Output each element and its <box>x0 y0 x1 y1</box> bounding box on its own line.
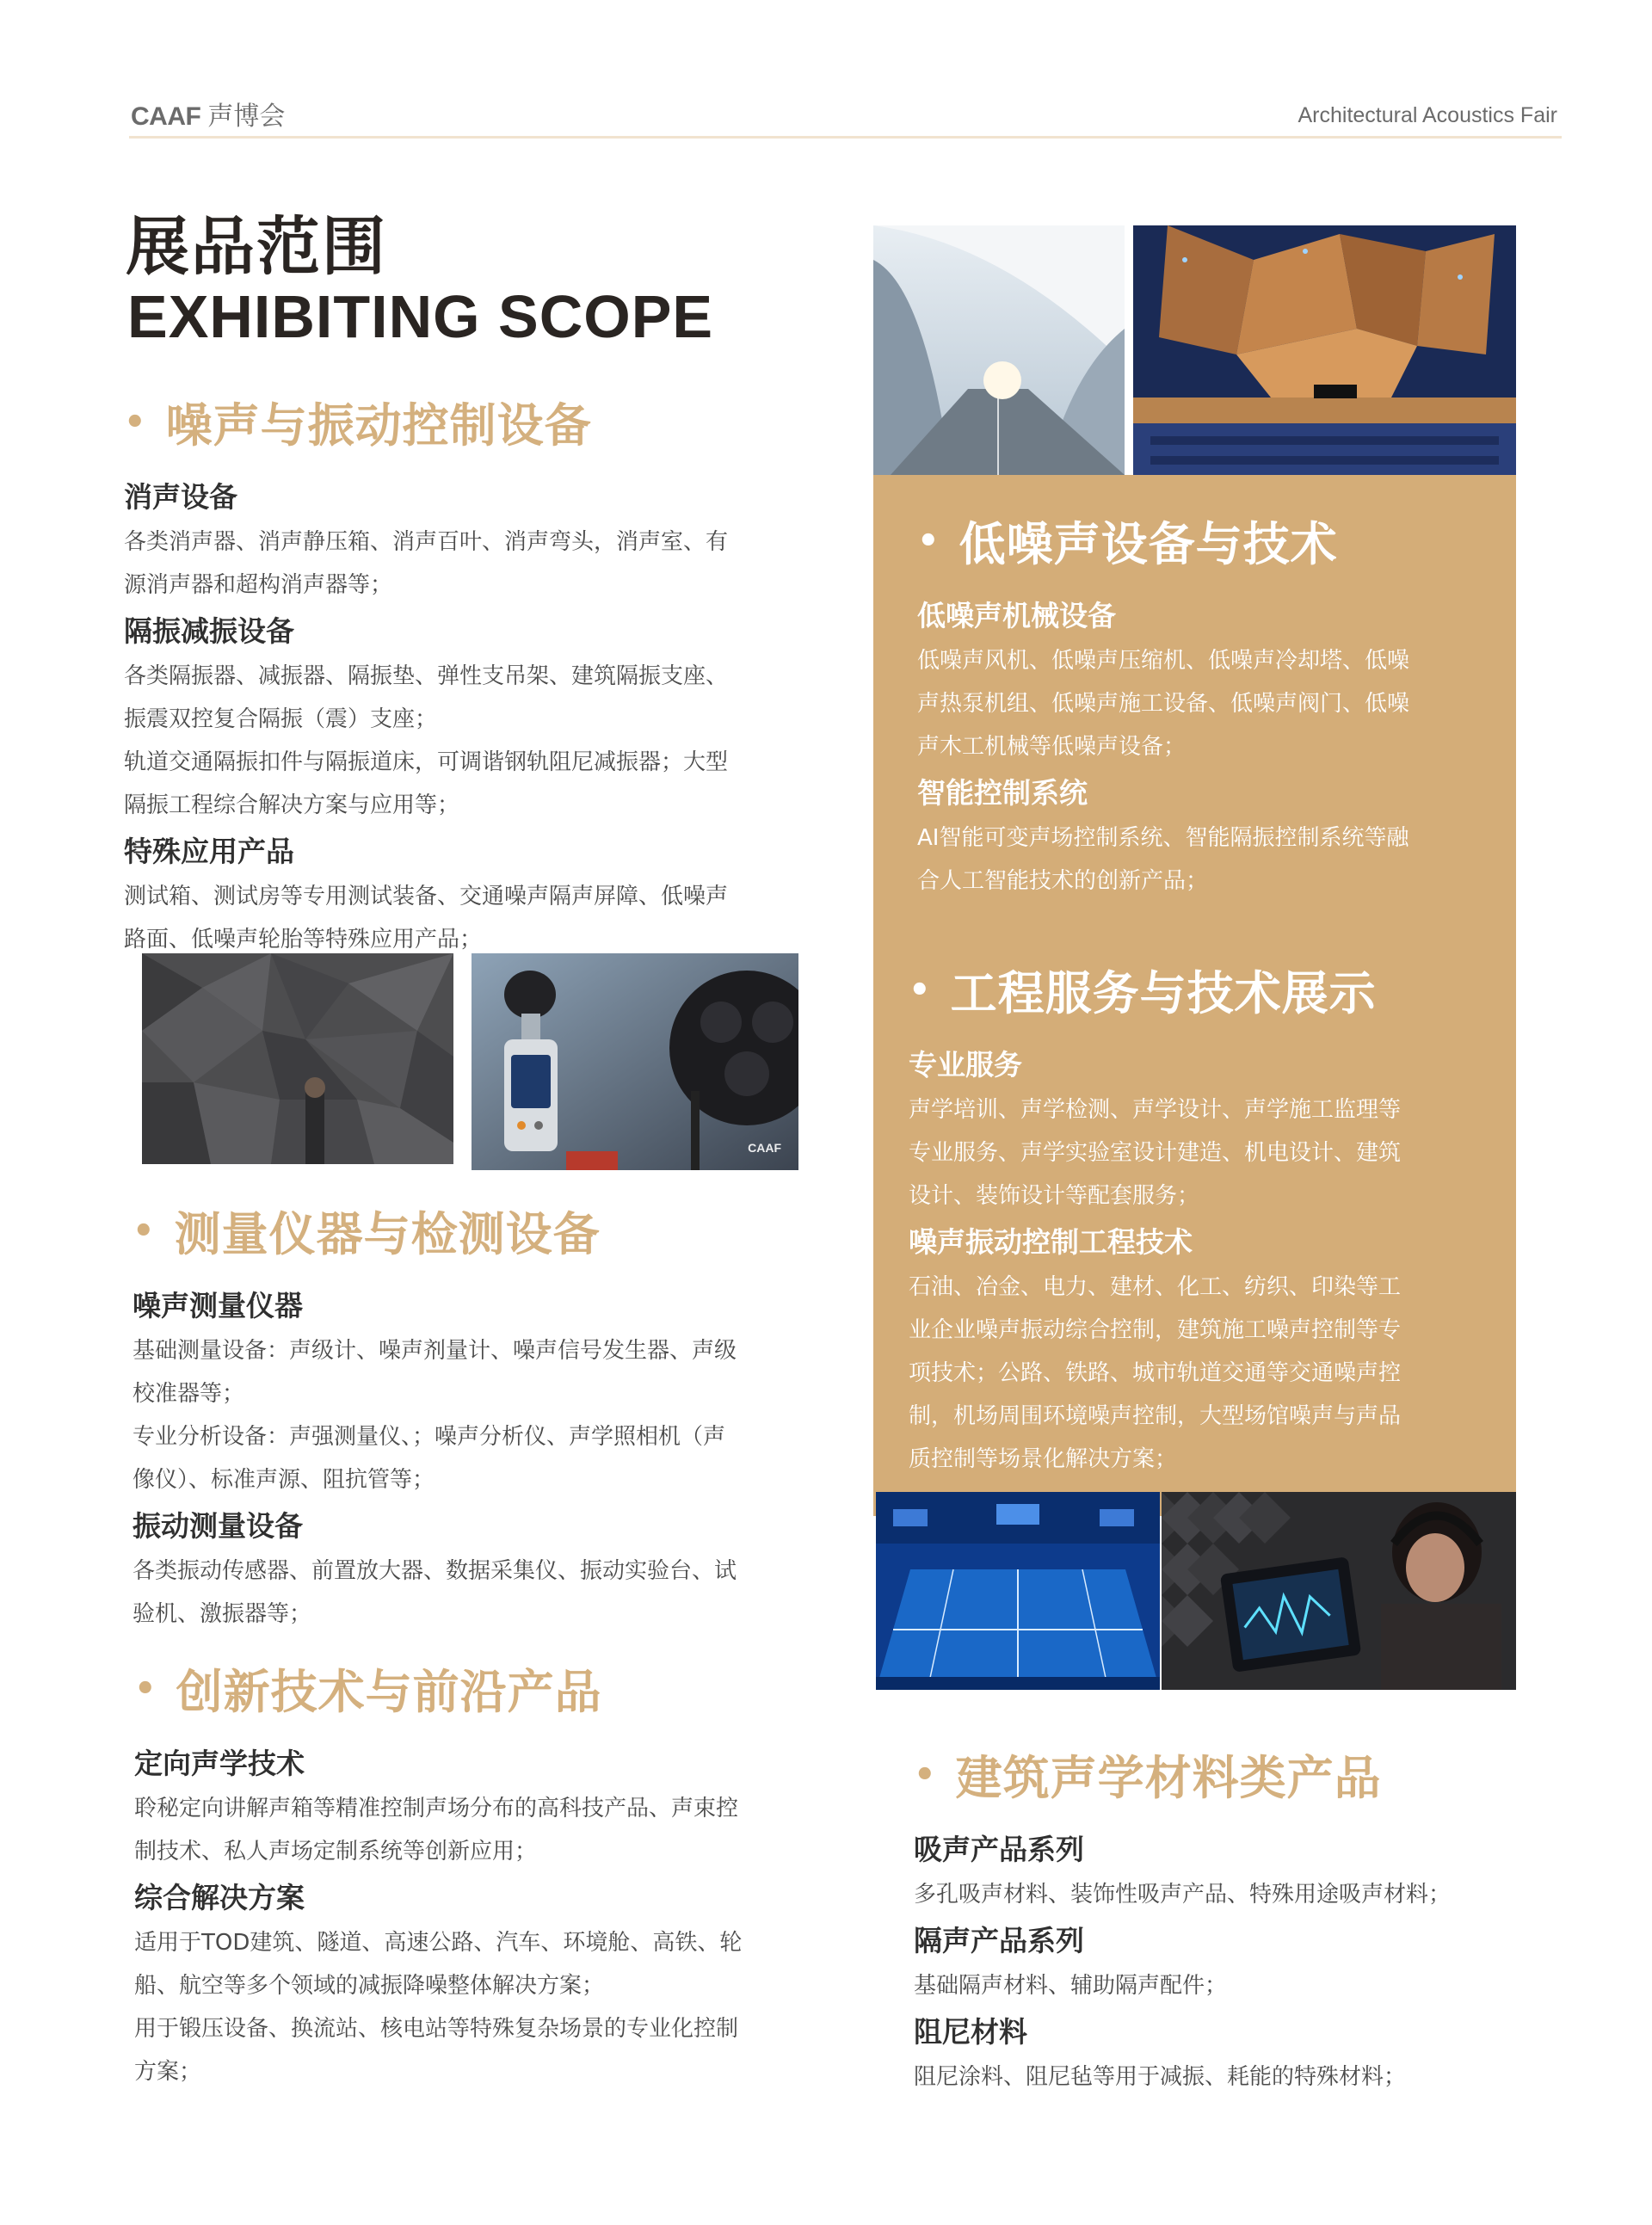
section-heading <box>917 508 1511 574</box>
body-text-line: 项技术；公路、铁路、城市轨道交通等交通噪声控 <box>909 1360 1402 1386</box>
body-text-line: 验机、激振器等； <box>133 1601 312 1627</box>
section-measurement <box>133 1198 812 1636</box>
body-text-line: 合人工智能技术的创新产品； <box>917 868 1209 894</box>
subsection-title: 专业服务 <box>909 1048 1022 1082</box>
subsection-title: 振动测量设备 <box>133 1509 303 1543</box>
body-text-line: 方案； <box>134 2059 202 2085</box>
section-heading <box>124 389 804 455</box>
body-text-line: 各类隔振器、减振器、隔振垫、弹性支吊架、建筑隔振支座、 <box>124 663 729 689</box>
body-text-line: 各类振动传感器、前置放大器、数据采集仪、振动实验台、试 <box>133 1558 737 1584</box>
body-text-line: 振震双控复合隔振（震）支座； <box>124 706 438 732</box>
section-heading-text: 测量仪器与检测设备 <box>174 1207 601 1261</box>
section-heading-text: 噪声与振动控制设备 <box>165 398 592 453</box>
bullet-dot-icon: • <box>909 970 932 1010</box>
body-text-line: 声木工机械等低噪声设备； <box>917 734 1187 760</box>
subsection-title: 噪声振动控制工程技术 <box>909 1225 1193 1259</box>
section-noise-vibration <box>124 389 804 961</box>
subsection-title: 综合解决方案 <box>134 1881 305 1914</box>
body-text-line: 低噪声风机、低噪声压缩机、低噪声冷却塔、低噪 <box>917 648 1410 674</box>
subsection-title: 隔声产品系列 <box>914 1924 1084 1957</box>
page-title-cn: 展品范围 <box>126 210 387 284</box>
photo-tunnel-structure <box>873 225 1125 475</box>
body-text-line: 阻尼涂料、阻尼毡等用于减振、耗能的特殊材料； <box>914 2064 1407 2090</box>
body-text-line: 用于锻压设备、换流站、核电站等特殊复杂场景的专业化控制 <box>134 2016 739 2042</box>
body-text-line: 业企业噪声振动综合控制，建筑施工噪声控制等专 <box>909 1317 1402 1343</box>
bullet-dot-icon: • <box>133 1211 156 1251</box>
logo-cn: 声博会 <box>207 102 286 132</box>
body-text-line: 船、航空等多个领域的减振降噪整体解决方案； <box>134 1973 605 1999</box>
section-heading-text: 工程服务与技术展示 <box>950 966 1377 1020</box>
logo-brand: CAAF <box>131 102 201 131</box>
subsection-title: 噪声测量仪器 <box>133 1289 303 1322</box>
section-engineering <box>909 957 1511 1481</box>
body-text-line: 基础测量设备：声级计、噪声剂量计、噪声信号发生器、声级 <box>133 1338 737 1364</box>
page-title-en: EXHIBITING SCOPE <box>127 283 714 350</box>
body-text-line: 制，机场周围环境噪声控制，大型场馆噪声与声品 <box>909 1403 1402 1429</box>
body-text-line: 聆秘定向讲解声箱等精准控制声场分布的高科技产品、声束控 <box>134 1796 739 1821</box>
subsection-title: 低噪声机械设备 <box>917 599 1116 632</box>
section-heading-text: 低噪声设备与技术 <box>959 517 1338 571</box>
photo-caption-brand: CAAF <box>748 1141 781 1155</box>
body-text-line: 各类消声器、消声静压箱、消声百叶、消声弯头，消声室、有 <box>124 529 729 555</box>
photo-concert-hall <box>1133 225 1516 475</box>
section-low-noise <box>917 508 1511 903</box>
section-innovation <box>134 1655 814 2093</box>
section-heading <box>133 1198 812 1264</box>
bullet-dot-icon: • <box>124 402 147 442</box>
bullet-dot-icon: • <box>917 521 940 561</box>
photo-acoustic-foam-wall <box>142 953 453 1164</box>
bullet-dot-icon: • <box>134 1668 157 1709</box>
subsection-title: 吸声产品系列 <box>914 1833 1084 1866</box>
header-logo <box>131 95 285 133</box>
body-text-line: 专业服务、声学实验室设计建造、机电设计、建筑 <box>909 1140 1402 1166</box>
section-heading-text: 创新技术与前沿产品 <box>176 1665 602 1719</box>
body-text-line: 路面、低噪声轮胎等特殊应用产品； <box>124 927 483 952</box>
body-text-line: 声学培训、声学检测、声学设计、声学施工监理等 <box>909 1097 1402 1123</box>
subsection-title: 隔振减振设备 <box>124 614 294 648</box>
body-text-line: 测试箱、测试房等专用测试装备、交通噪声隔声屏障、低噪声 <box>124 884 729 909</box>
header-right-text: Architectural Acoustics Fair <box>1298 103 1557 127</box>
body-text-line: 质控制等场景化解决方案； <box>909 1446 1178 1472</box>
section-heading <box>909 957 1511 1023</box>
section-heading <box>134 1655 814 1722</box>
body-text-line: 轨道交通隔振扣件与隔振道床，可调谐钢轨阻尼减振器；大型 <box>124 749 729 775</box>
body-text-line: 制技术、私人声场定制系统等创新应用； <box>134 1839 538 1864</box>
section-materials <box>914 1741 1585 2099</box>
subsection-title: 消声设备 <box>124 480 237 514</box>
subsection-title: 定向声学技术 <box>134 1747 305 1780</box>
header-divider <box>129 136 1562 139</box>
subsection-title: 阻尼材料 <box>914 2015 1027 2049</box>
section-heading <box>914 1741 1585 1808</box>
body-text-line: 隔振工程综合解决方案与应用等； <box>124 792 460 818</box>
body-text-line: AI智能可变声场控制系统、智能隔振控制系统等融 <box>917 825 1409 851</box>
photo-sound-level-meter <box>472 953 798 1170</box>
body-text-line: 基础隔声材料、辅助隔声配件； <box>914 1973 1228 1999</box>
section-heading-text: 建筑声学材料类产品 <box>955 1751 1382 1805</box>
body-text-line: 适用于TOD建筑、隧道、高速公路、汽车、环境舱、高铁、轮 <box>134 1930 743 1956</box>
bullet-dot-icon: • <box>914 1754 937 1795</box>
photo-anechoic-tablet <box>1162 1492 1516 1690</box>
body-text-line: 声热泵机组、低噪声施工设备、低噪声阀门、低噪 <box>917 691 1410 717</box>
body-text-line: 源消声器和超构消声器等； <box>124 572 393 598</box>
body-text-line: 设计、装饰设计等配套服务； <box>909 1183 1200 1209</box>
body-text-line: 校准器等； <box>133 1381 245 1407</box>
body-text-line: 多孔吸声材料、装饰性吸声产品、特殊用途吸声材料； <box>914 1882 1452 1908</box>
body-text-line: 专业分析设备：声强测量仪、；噪声分析仪、声学照相机（声 <box>133 1424 726 1450</box>
photo-sports-hall <box>876 1492 1160 1690</box>
body-text-line: 像仪）、标准声源、阻抗管等； <box>133 1467 435 1493</box>
body-text-line: 石油、冶金、电力、建材、化工、纺织、印染等工 <box>909 1274 1402 1300</box>
subsection-title: 智能控制系统 <box>917 776 1088 810</box>
subsection-title: 特殊应用产品 <box>124 835 294 868</box>
